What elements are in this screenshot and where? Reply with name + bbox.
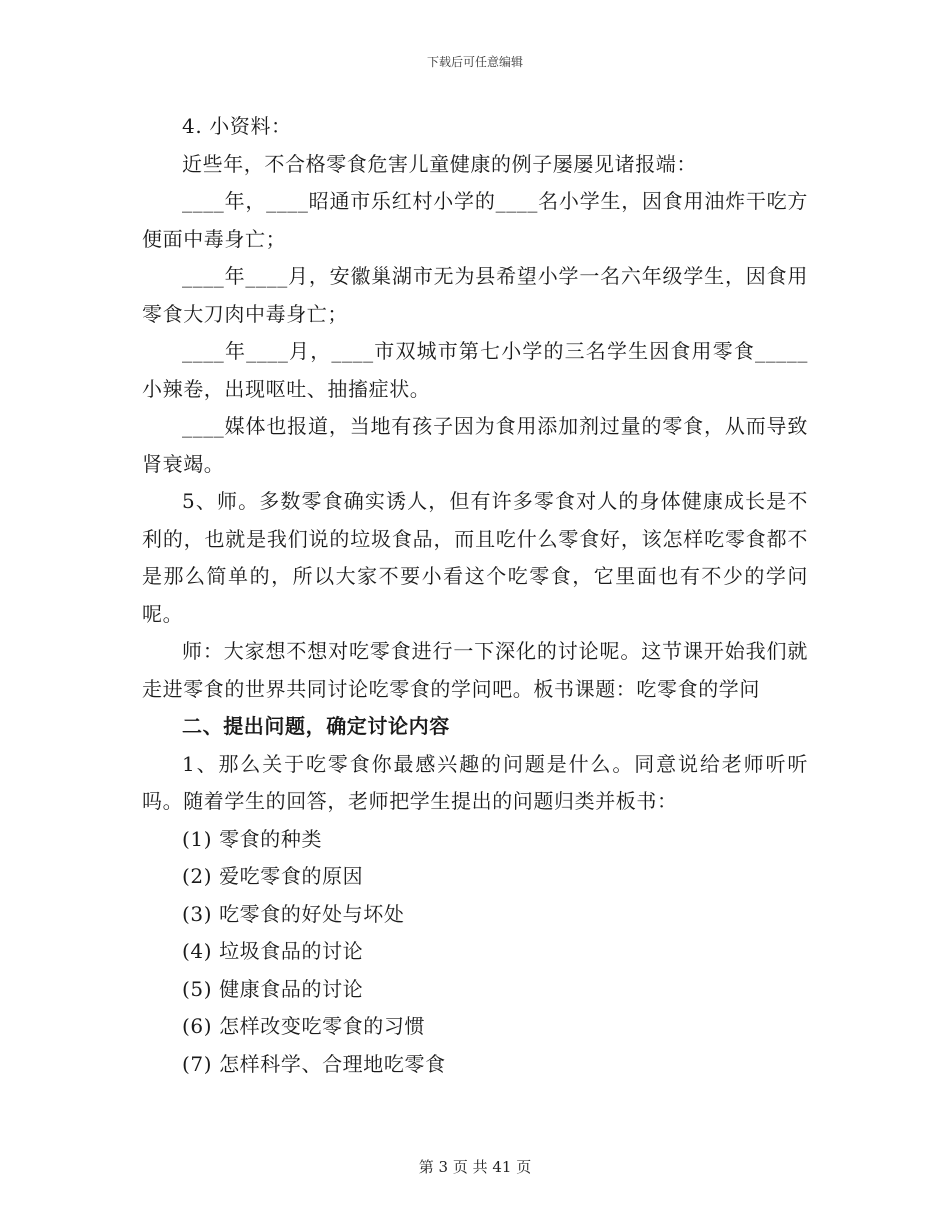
list-item: (3) 吃零食的好处与坏处 xyxy=(182,901,405,926)
paragraph-teacher-5: 5、师。多数零食确实诱人，但有许多零食对人的身体健康成长是不利的，也就是我们说的垃圾食品，而且吃什么零食好，该怎样吃零食都不是那么简单的，所以大家不要小看这个吃零食，它里面也有不少的学问呢。 xyxy=(142,489,808,626)
page-number: 第 3 页 共 41 页 xyxy=(418,1158,532,1176)
list-item: (5) 健康食品的讨论 xyxy=(182,976,364,1001)
section-heading: 二、提出问题，确定讨论内容 xyxy=(182,714,450,738)
page-header: 下载后可任意编辑 xyxy=(426,55,523,69)
paragraph-case-4: ____媒体也报道，当地有孩子因为食用添加剂过量的零食，从而导致肾衰竭。 xyxy=(142,414,808,476)
paragraph-case-2: ____年____月，安徽巢湖市无为县希望小学一名六年级学生，因食用零食大刀肉中毒身亡； xyxy=(142,264,808,326)
paragraph-case-3: ____年____月，____市双城市第七小学的三名学生因食用零食_____小辣卷，出现呕吐、抽搐症状。 xyxy=(142,339,808,401)
document-body xyxy=(142,108,808,1083)
list-item: (4) 垃圾食品的讨论 xyxy=(182,939,364,963)
paragraph-teacher-topic: 师：大家想不想对吃零食进行一下深化的讨论呢。这节课开始我们就走进零食的世界共同讨论吃零食的学问吧。板书课题：吃零食的学问 xyxy=(142,639,808,701)
paragraph-info-title: 4. 小资料： xyxy=(182,114,292,138)
paragraph-case-1: ____年，____昭通市乐红村小学的____名小学生，因食用油炸干吃方便面中毒身亡； xyxy=(142,189,808,251)
list-item: (2) 爱吃零食的原因 xyxy=(182,864,364,888)
paragraph-question: 1、那么关于吃零食你最感兴趣的问题是什么。同意说给老师听听吗。随着学生的回答，老师把学生提出的问题归类并板书： xyxy=(142,751,808,813)
list-item: (1) 零食的种类 xyxy=(182,826,323,851)
paragraph-info-intro: 近些年，不合格零食危害儿童健康的例子屡屡见诸报端： xyxy=(182,151,697,176)
list-item: (7) 怎样科学、合理地吃零食 xyxy=(182,1051,446,1076)
list-item: (6) 怎样改变吃零食的习惯 xyxy=(182,1014,426,1038)
